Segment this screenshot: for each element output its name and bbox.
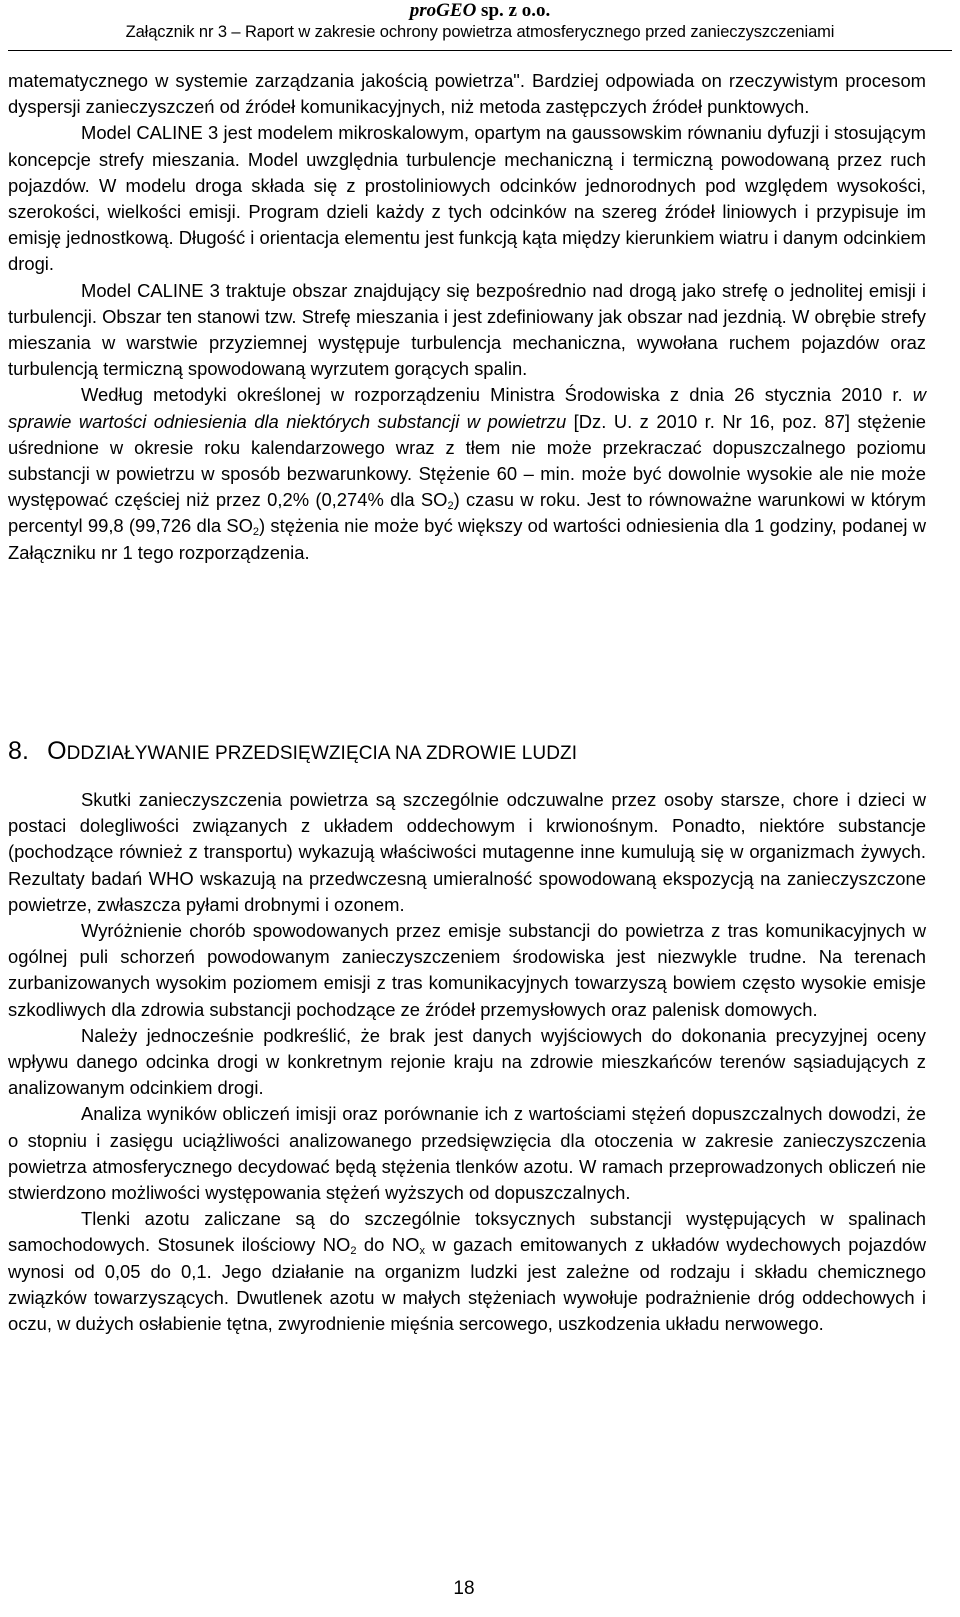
regulation-text-d: ) stężenia nie może być większy od wartości odniesienia dla 1 godziny, podanej w Załączniku nr 1 tego rozporządzenia.	[8, 515, 926, 563]
paragraph-mixing-zone: Model CALINE 3 traktuje obszar znajdujący się bezpośrednio nad drogą jako strefę o jednolitej emisji i turbulencji. Obszar ten stanowi tzw. Strefę mieszania i jest zdefiniowany jak obszar nad jezdnią. W obrębie strefy mieszania w warstwie przyziemnej występuje turbulencja mechaniczna, wywołana ruchem pojazdów oraz turbulencją termiczną spowodowaną wyrzutem gorących spalin.	[8, 279, 926, 380]
header-divider	[8, 50, 952, 51]
regulation-text-a: Według metodyki określonej w rozporządzeniu Ministra Środowiska z dnia 26 stycznia 2010 r.	[81, 384, 913, 406]
regulation-text-b: [Dz. U. z 2010 r. Nr 16, poz. 87] stężenie uśrednione w okresie roku kalendarzowego wraz z tłem nie może przekraczać dopuszczalnego poziomu substancji w powietrzu w sposób bezwarunkowy. Stężenie 60 – min. może być dowolnie wysokie ale nie może występować częściej niż przez 0,2% (0,274% dla SO	[8, 410, 926, 511]
nox-subscript: x	[419, 1245, 425, 1258]
paragraph-nitrogen-oxides	[8, 1206, 926, 1337]
section-heading	[8, 737, 577, 768]
no2-subscript: 2	[350, 1245, 357, 1258]
so2-subscript: 2	[252, 526, 260, 539]
paragraph-analysis: Analiza wyników obliczeń imisji oraz porównanie ich z wartościami stężeń dopuszczalnych dowodzi, że o stopniu i zasięgu uciążliwości analizowanego przedsięwzięcia dla otoczenia w zakresie zanieczyszczenia powietrza atmosferycznego decydować będą stężenia tlenków azotu. W ramach przeprowadzonych obliczeń nie stwierdzono możliwości występowania stężeń wyższych od dopuszczalnych.	[8, 1103, 926, 1204]
paragraph-continued: matematycznego w systemie zarządzania jakością powietrza". Bardziej odpowiada on rzeczywistym procesom dyspersji zanieczyszczeń od źródeł komunikacyjnych, niż metoda zastępczych źródeł punktowych.	[8, 70, 926, 118]
body-text-section-8	[8, 787, 926, 1337]
regulation-text-c: ) czasu w roku. Jest to równoważne warunkowi w którym percentyl 99,8 (99,726 dla SO	[8, 489, 926, 537]
section-title-initial: O	[47, 737, 67, 765]
paragraph-disease-attribution: Wyróżnienie chorób spowodowanych przez emisje substancji do powietrza z tras komunikacyjnych w ogólnej puli schorzeń powodowanym zanieczyszczeniem środowiska jest niezwykle trudne. Na terenach zurbanizowanych wysokim poziomem emisji z tras komunikacyjnych towarzyszą bowiem często wysokie emisje szkodliwych dla zdrowia substancji pochodzące ze źródeł przemysłowych oraz palenisk domowych.	[8, 920, 926, 1020]
nox-text-a: Tlenki azotu zaliczane są do szczególnie toksycznych substancji występujących w spalinach samochodowych. Stosunek ilościowy NO	[8, 1208, 926, 1256]
report-subtitle: Załącznik nr 3 – Raport w zakresie ochrony powietrza atmosferycznego przed zanieczyszczeniami	[125, 23, 835, 41]
body-text-top	[8, 68, 926, 566]
nox-text-c: w gazach emitowanych z układów wydechowych pojazdów wynosi od 0,05 do 0,1. Jego działanie na organizm ludzki jest zależne od rodzaju i składu chemicznego związków towarzyszących. Dwutlenek azotu w małych stężeniach wywołuje podrażnienie dróg oddechowych i oczu, w dużych osłabienie tętna, zwyrodnienie mięśnia sercowego, uszkodzenia układu nerwowego.	[8, 1234, 926, 1335]
page-number: 18	[453, 1578, 475, 1599]
brand-logo-text: proGEO	[409, 0, 477, 21]
paragraph-caline-model: Model CALINE 3 jest modelem mikroskalowym, opartym na gaussowskim równaniu dyfuzji i stosującym koncepcje strefy mieszania. Model uwzględnia turbulencje mechaniczną i termiczną powodowaną przez ruch pojazdów. W modelu droga składa się z prostoliniowych odcinków jednorodnych pod względem wysokości, szerokości, wielkości emisji. Program dzieli każdy z tych odcinków na szereg źródeł liniowych i przypisuje im emisję jednostkową. Długość i orientacja elementu jest funkcją kąta między kierunkiem wiatru i danym odcinkiem drogi.	[8, 122, 926, 275]
brand-suffix: sp. z o.o.	[476, 0, 551, 21]
section-title: DDZIAŁYWANIE PRZEDSIĘWZIĘCIA NA ZDROWIE LUDZI	[66, 743, 578, 764]
nox-text-b: do NO	[356, 1234, 420, 1256]
paragraph-no-data: Należy jednocześnie podkreślić, że brak jest danych wyjściowych do dokonania precyzyjnej oceny wpływu danego odcinka drogi w konkretnym rejonie kraju na zdrowie mieszkańców terenów sąsiadujących z analizowanym odcinkiem drogi.	[8, 1024, 926, 1099]
regulation-title-italic: w sprawie wartości odniesienia dla niektórych substancji w powietrzu	[8, 384, 926, 432]
section-number: 8.	[8, 737, 30, 765]
page-header	[0, 0, 960, 43]
paragraph-health-effects: Skutki zanieczyszczenia powietrza są szczególnie odczuwalne przez osoby starsze, chore i dzieci w postaci dolegliwości związanych z układem oddechowym i krwionośnym. Ponadto, niektóre substancje (pochodzące również z transportu) wykazują właściwości mutagenne inne kumulują się w organizmach żywych. Rezultaty badań WHO wskazują na przedwczesną umieralność spowodowaną ekspozycją na zanieczyszczone powietrze, zwłaszcza pyłami drobnymi i ozonem.	[8, 789, 926, 915]
company-name	[0, 0, 960, 21]
paragraph-regulation	[8, 382, 926, 565]
page-footer	[0, 1578, 960, 1600]
so2-subscript: 2	[447, 500, 454, 513]
